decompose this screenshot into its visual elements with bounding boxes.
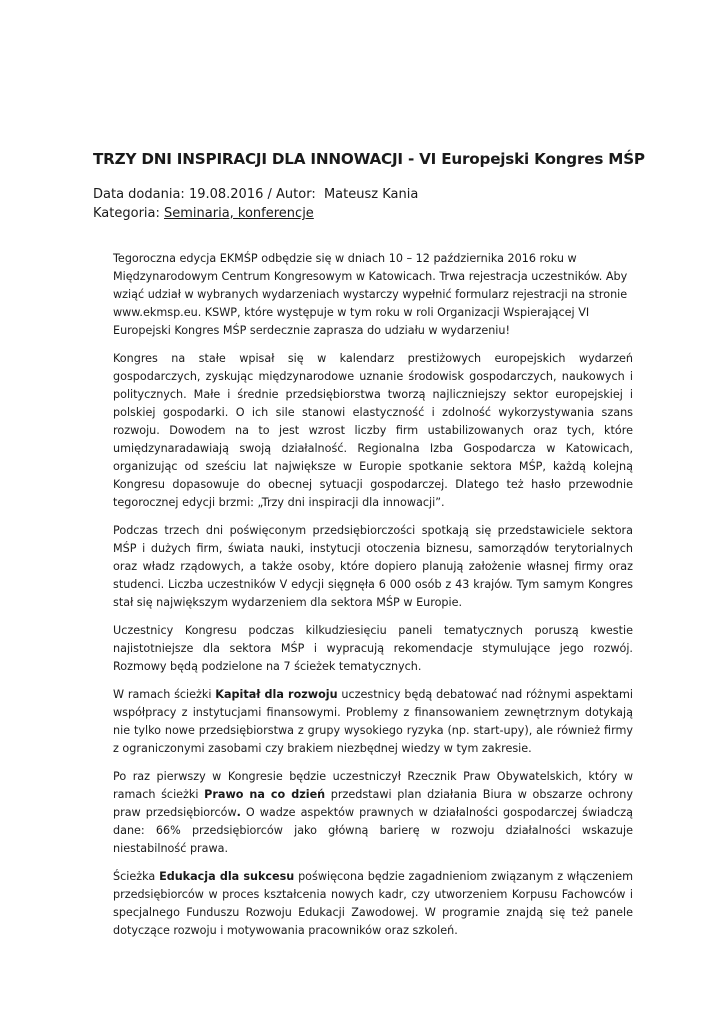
author-label: / Autor:: [263, 187, 324, 202]
category-label: Kategoria:: [93, 206, 164, 221]
date-value: 19.08.2016: [188, 187, 264, 202]
paragraph-participants: Podczas trzech dni poświęconym przedsiębiorczości spotkają się przedstawiciele sektora MŚP i dużych firm, świata nauki, instytucji otoczenia biznesu, samorządów terytorialnych oraz władz rządowych, a także osoby, które dopiero planują założenie własnej firmy oraz studenci. Liczba uczestników V edycji sięgnęła 6 000 osób z 43 krajów. Tym samym Kongres stał się największym wydarzeniem dla sektora MŚP w Europie.: [113, 524, 633, 609]
category-line: [93, 204, 653, 223]
paragraph-congress: Kongres na stałe wpisał się w kalendarz prestiżowych europejskich wydarzeń gospodarczych, zyskując międzynarodowe uznanie środowisk gospodarczych, naukowych i politycznych. Małe i średnie przedsiębiorstwa tworzą najliczniejszy sektor europejskiej i polskiej gospodarki. O ich sile stanowi elastyczność i zdolność wykorzystywania szans rozwoju. Dowodem na to jest wzrost liczby firm ustabilizowanych oraz tych, które umiędzynaradawiają swoją działalność. Regionalna Izba Gospodarcza w Katowicach, organizując od sześciu lat największe w Europie spotkanie sektora MŚP, każdą kolejną Kongresu dopasowuje do obecnej sytuacji gospodarczej. Dlatego też hasło przewodnie tegorocznej edycji brzmi: „Trzy dni inspiracji dla innowacji”.: [113, 352, 633, 509]
date-label: Data dodania:: [93, 187, 189, 202]
path-name-education: Edukacja dla sukcesu: [159, 870, 295, 883]
paragraph-panels: Uczestnicy Kongresu podczas kilkudziesięciu paneli tematycznych poruszą kwestie najistotniejsze dla sektora MŚP i wypracują rekomendacje stymulujące jego rozwój. Rozmowy będą podzielone na 7 ścieżek tematycznych.: [113, 624, 633, 673]
text-span: O wadze aspektów prawnych w działalności gospodarczej świadczą dane: 66% przedsiębiorców jako główną barierę w rozwoju działalności wskazuje niestabilność prawa.: [113, 806, 633, 855]
text-span: W ramach ścieżki: [113, 688, 216, 701]
path-name-capital: Kapitał dla rozwoju: [215, 688, 338, 701]
text-span: uczestnicy będą debatować nad różnymi aspektami współpracy z instytucjami finansowymi. Problemy z finansowaniem zewnętrznym dotykają nie tylko nowe przedsiębiorstwa z grupy wysokiego ryzyka (np. start-upy), ale również firmy z ograniczonymi zasobami czy brakiem niezbędnej wiedzy w tym zakresie.: [113, 688, 633, 755]
text-span: przedstawi plan działania Biura w obszarze ochrony praw przedsiębiorców: [113, 788, 634, 819]
paragraph-education: [113, 868, 633, 940]
author-name: Mateusz Kania: [323, 187, 419, 202]
path-name-law: Prawo na co dzień: [204, 788, 326, 801]
article-body: [113, 250, 633, 950]
date-author-line: [93, 185, 653, 204]
paragraph-law: [113, 768, 633, 858]
text-span: Po raz pierwszy w Kongresie będzie uczestniczył Rzecznik Praw Obywatelskich, który w ramach ścieżki: [113, 770, 633, 801]
bold-period: .: [236, 806, 241, 819]
paragraph-capital: [113, 686, 633, 758]
paragraph-intro: Tegoroczna edycja EKMŚP odbędzie się w dniach 10 – 12 października 2016 roku w Międzynarodowym Centrum Kongresowym w Katowicach. Trwa rejestracja uczestników. Aby wziąć udział w wybranych wydarzeniach wystarczy wypełnić formularz rejestracji na stronie www.ekmsp.eu. KSWP, które występuje w tym roku w roli Organizacji Wspierającej VI Europejski Kongres MŚP serdecznie zaprasza do udziału w wydarzeniu!: [113, 252, 628, 337]
text-span: Ścieżka: [113, 870, 160, 883]
article-title: TRZY DNI INSPIRACJI DLA INNOWACJI - VI Europejski Kongres MŚP: [93, 150, 645, 168]
text-span: poświęcona będzie zagadnieniom związanym z włączeniem przedsiębiorców w proces kształcenia nowych kadr, czy utworzeniem Korpusu Fachowców i specjalnego Funduszu Rozwoju Edukacji Zawodowej. W programie znajdą się też panele dotyczące rozwoju i motywowania pracowników oraz szkoleń.: [113, 870, 633, 937]
category-link[interactable]: Seminaria, konferencje: [164, 206, 314, 221]
article-meta: [93, 185, 653, 223]
